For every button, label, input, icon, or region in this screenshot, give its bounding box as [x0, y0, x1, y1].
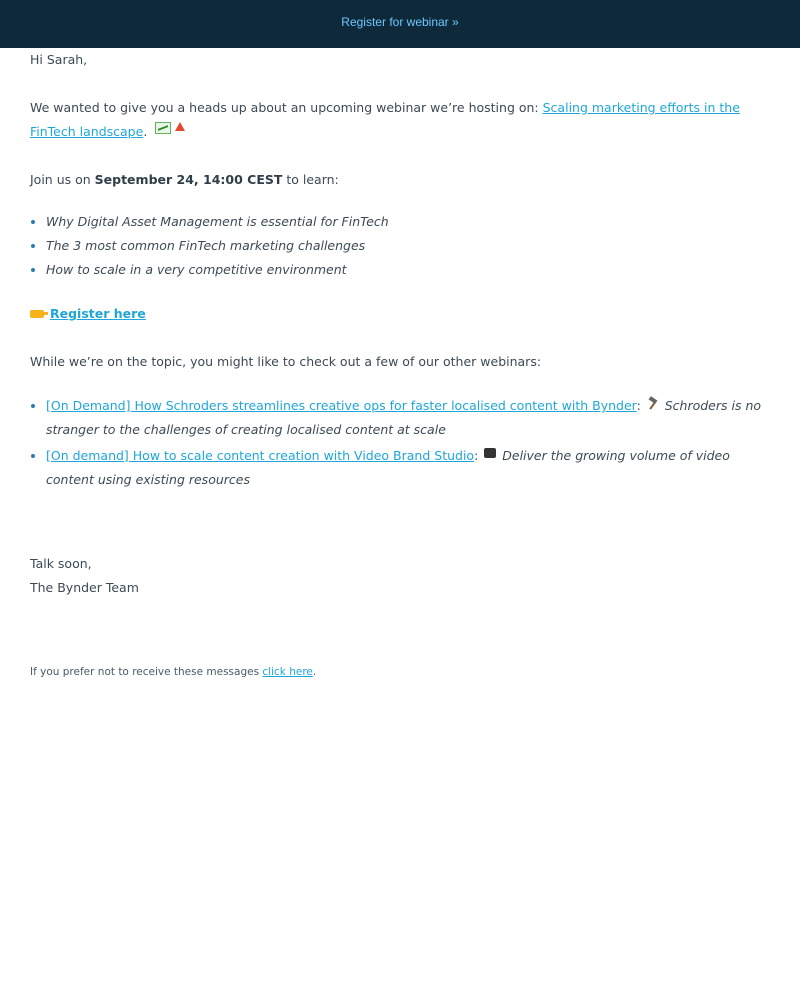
- webinar-date: September 24, 14:00 CEST: [94, 172, 283, 187]
- chart-increasing-icon: [155, 122, 171, 134]
- hammer-icon: [647, 398, 659, 408]
- other-webinars-intro: While we’re on the topic, you might like to check out a few of our other webinars:: [30, 354, 542, 369]
- unsubscribe-footer: [30, 660, 770, 684]
- unsubscribe-link[interactable]: click here: [262, 666, 313, 678]
- video-camera-icon: [484, 448, 496, 458]
- list-item: [46, 394, 770, 442]
- footer-text: If you prefer not to receive these messages: [30, 666, 263, 678]
- schroders-webinar-link[interactable]: [On Demand] How Schroders streamlines creative ops for faster localised content with Bynder: [46, 398, 637, 413]
- intro-paragraph: [30, 96, 770, 144]
- signoff: [30, 552, 770, 600]
- list-item: • Why Digital Asset Management is essential for FinTech: [46, 210, 770, 234]
- video-brand-studio-webinar-link[interactable]: [On demand] How to scale content creation with Video Brand Studio: [46, 448, 475, 463]
- register-for-webinar-link[interactable]: Register for webinar »: [341, 15, 459, 29]
- top-banner: [0, 0, 800, 48]
- list-item: • The 3 most common FinTech marketing challenges: [46, 234, 770, 258]
- webinar-description: Deliver the growing volume of video content using existing resources: [46, 448, 730, 487]
- greeting: Hi Sarah,: [30, 52, 88, 67]
- join-suffix: to learn:: [282, 172, 339, 187]
- signoff-line-1: Talk soon,: [30, 556, 92, 571]
- signoff-line-2: The Bynder Team: [30, 580, 139, 595]
- other-webinars-list: [30, 394, 770, 492]
- red-triangle-icon: [175, 122, 185, 131]
- learning-points-list: [30, 210, 770, 282]
- join-paragraph: [30, 168, 770, 192]
- separator: :: [474, 448, 483, 463]
- email-body: [0, 48, 800, 684]
- intro-suffix: .: [143, 124, 148, 139]
- pointing-hand-icon: [30, 310, 44, 318]
- list-item: • How to scale in a very competitive environment: [46, 258, 770, 282]
- separator: :: [636, 398, 645, 413]
- register-cta-row: [30, 302, 770, 326]
- list-item: [46, 444, 770, 492]
- join-prefix: Join us on: [30, 172, 95, 187]
- webinar-description: Schroders is no stranger to the challenges of creating localised content at scale: [46, 398, 762, 437]
- footer-suffix: .: [312, 666, 317, 678]
- webinar-topic-link[interactable]: Scaling marketing efforts in the FinTech landscape: [30, 100, 740, 139]
- intro-text: We wanted to give you a heads up about an upcoming webinar we’re hosting on:: [30, 100, 543, 115]
- intro-emojis: [155, 122, 185, 134]
- register-here-link[interactable]: Register here: [50, 306, 146, 321]
